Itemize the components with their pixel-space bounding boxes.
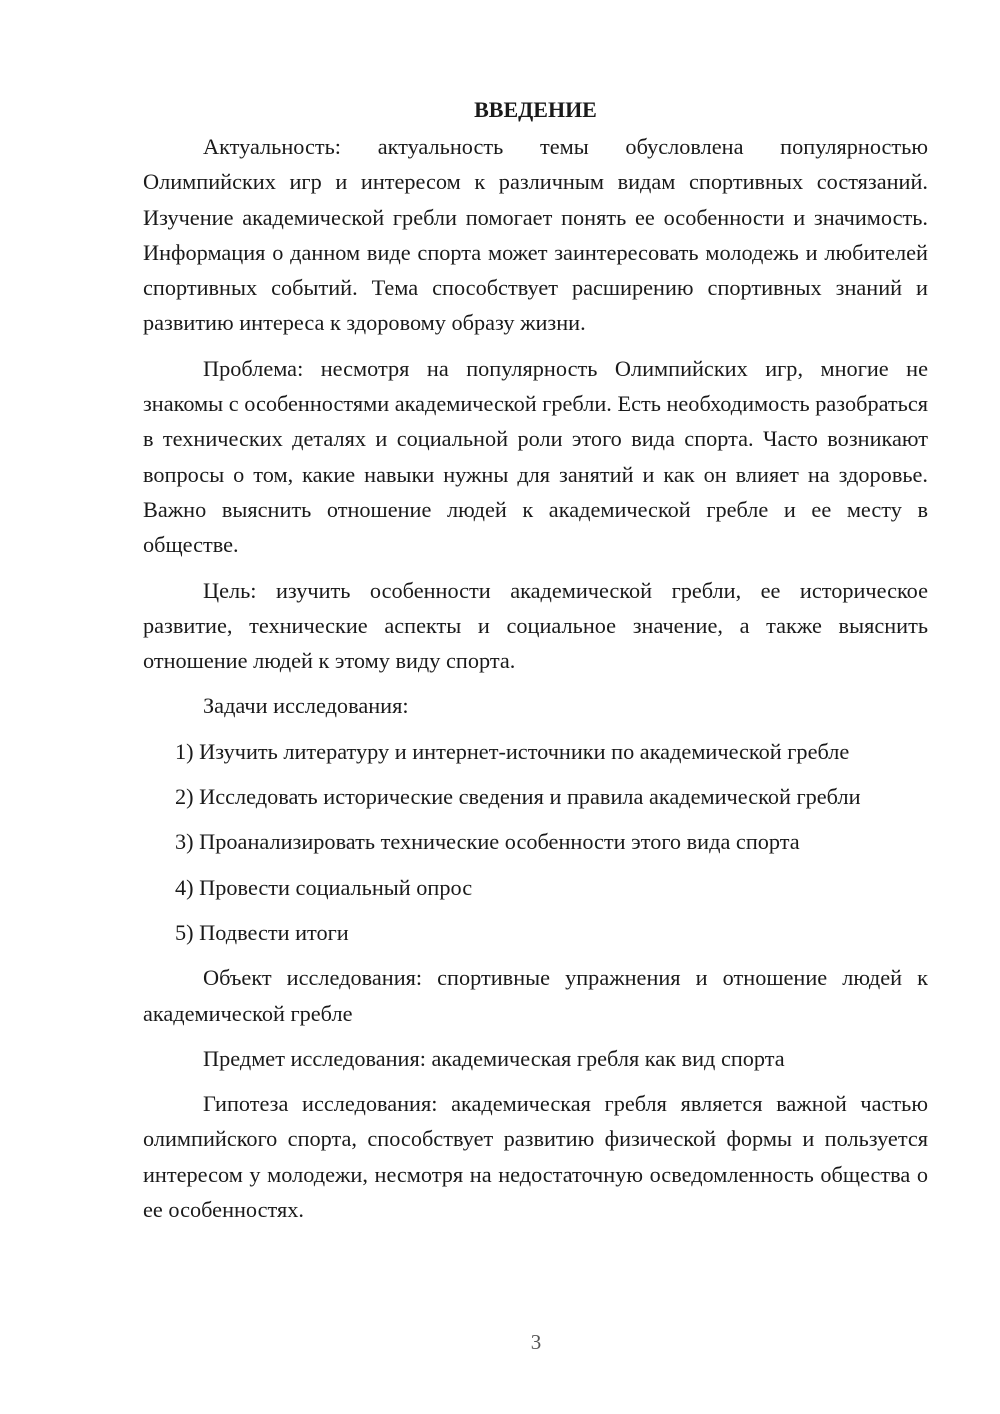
task-item: 5) Подвести итоги: [175, 919, 349, 945]
page-number: 3: [530, 1330, 542, 1354]
page-title: ВВЕДЕНИЕ: [474, 97, 597, 122]
subject-paragraph: Предмет исследования: академическая гребля как вид спорта: [203, 1045, 785, 1071]
hypothesis-paragraph: Гипотеза исследования: академическая гребля является важной частью олимпийского спорта, способствует развитию физической формы и пользуется интересом у молодежи, несмотря на недостаточную осведомленность общества о ее особенностях.: [143, 1091, 928, 1223]
task-item: 1) Изучить литературу и интернет-источники по академической гребле: [175, 738, 850, 764]
relevance-paragraph: Актуальность: актуальность темы обусловлена популярностью Олимпийских игр и интересом к различным видам спортивных состязаний. Изучение академической гребли помогает понять ее особенности и значимость. Информация о данном виде спорта может заинтересовать молодежь и любителей спортивных событий. Тема способствует расширению спортивных знаний и развитию интереса к здоровому образу жизни.: [143, 134, 928, 336]
tasks-heading: Задачи исследования:: [203, 693, 409, 719]
task-item: 3) Проанализировать технические особенности этого вида спорта: [175, 829, 800, 855]
task-item: 4) Провести социальный опрос: [175, 874, 473, 900]
problem-paragraph: Проблема: несмотря на популярность Олимпийских игр, многие не знакомы с особенностями академической гребли. Есть необходимость разобраться в технических деталях и социальной роли этого вида спорта. Часто возникают вопросы о том, какие навыки нужны для занятий и как он влияет на здоровье. Важно выяснить отношение людей к академической гребле и ее месту в обществе.: [143, 355, 928, 558]
object-paragraph: Объект исследования: спортивные упражнения и отношение людей к академической гребле: [143, 965, 928, 1026]
task-item: 2) Исследовать исторические сведения и правила академической гребли: [175, 784, 861, 810]
document-page: [143, 92, 928, 1237]
goal-paragraph: Цель: изучить особенности академической гребли, ее историческое развитие, технические аспекты и социальное значение, а также выяснить отношение людей к этому виду спорта.: [143, 577, 928, 674]
